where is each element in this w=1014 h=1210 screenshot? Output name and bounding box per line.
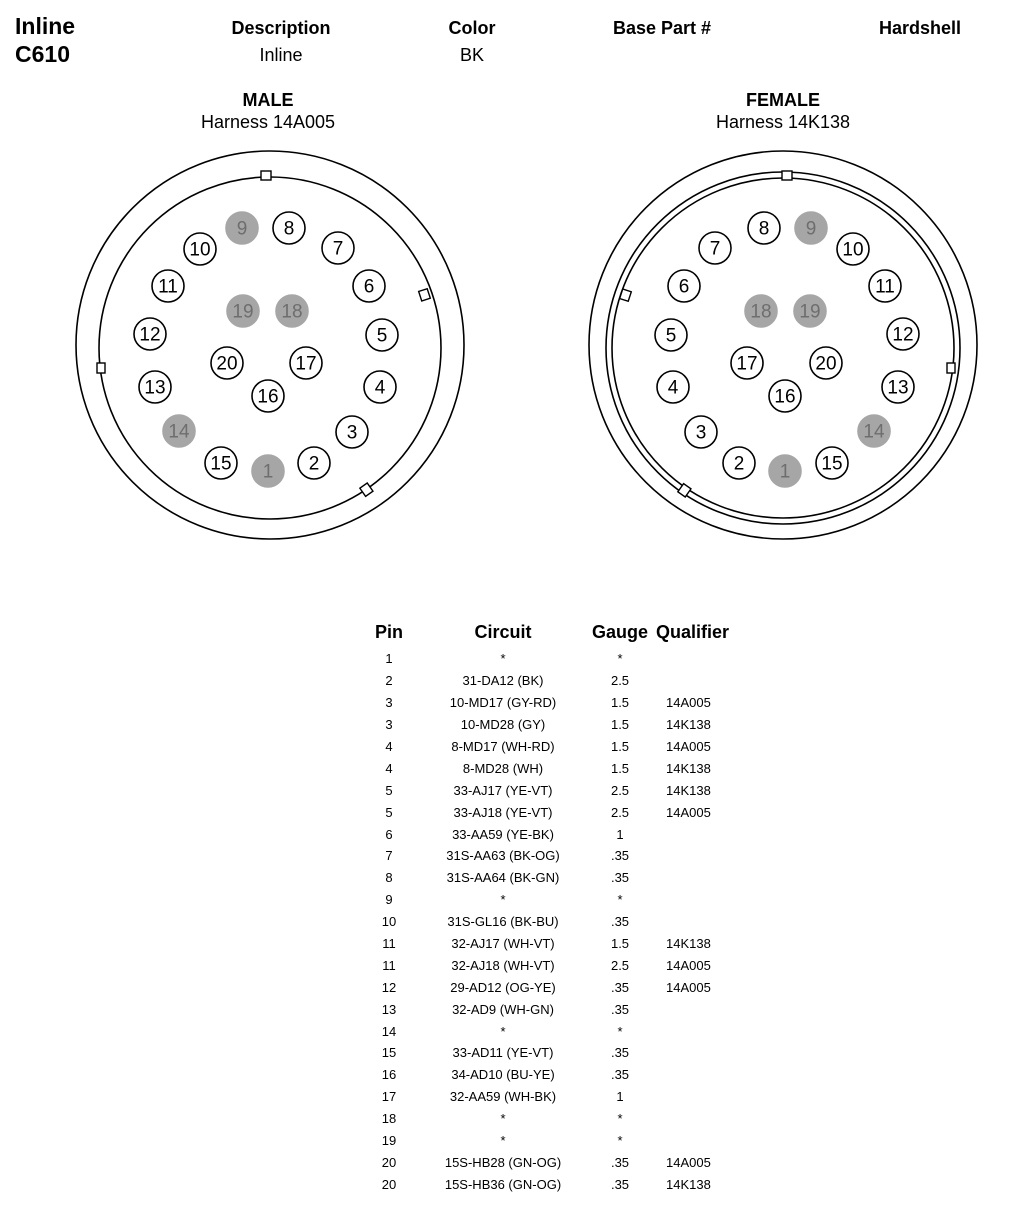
qualifier-cell bbox=[652, 911, 756, 933]
qualifier-cell bbox=[652, 998, 756, 1020]
male-pin-label-14: 14 bbox=[168, 421, 190, 443]
circuit-cell: 33-AD11 (YE-VT) bbox=[452, 1045, 554, 1061]
gauge-cell: .35 bbox=[610, 1154, 630, 1170]
male-pin-label-1: 1 bbox=[262, 461, 274, 483]
pin-cell: 8 bbox=[385, 870, 393, 886]
circuit-cell: * bbox=[500, 651, 506, 667]
circuit-cell: 31-DA12 (BK) bbox=[462, 673, 544, 689]
qualifier-cell: 14A005 bbox=[666, 957, 711, 973]
male-pin-label-9: 9 bbox=[236, 218, 248, 240]
female-connector-face bbox=[583, 145, 983, 545]
circuit-cell: * bbox=[500, 1133, 506, 1149]
table-row bbox=[360, 648, 756, 670]
male-pin-label-6: 6 bbox=[363, 276, 375, 298]
qualifier-cell: 14A005 bbox=[666, 979, 711, 995]
table-row bbox=[360, 823, 756, 845]
male-pin-label-19: 19 bbox=[232, 301, 254, 323]
circuit-cell: 33-AJ18 (YE-VT) bbox=[453, 804, 553, 820]
table-row bbox=[360, 911, 756, 933]
pin-cell: 9 bbox=[385, 892, 393, 908]
qualifier-cell: 14A005 bbox=[666, 1154, 711, 1170]
table-row bbox=[360, 801, 756, 823]
gauge-cell: 2.5 bbox=[610, 957, 630, 973]
circuit-cell: * bbox=[500, 1023, 506, 1039]
pin-cell: 11 bbox=[382, 936, 396, 952]
male-pin-label-11: 11 bbox=[158, 276, 178, 298]
circuit-cell: * bbox=[500, 892, 506, 908]
female-pin-label-19: 19 bbox=[799, 301, 821, 323]
circuit-cell: 32-AD9 (WH-GN) bbox=[452, 1001, 554, 1017]
male-pin-label-10: 10 bbox=[189, 239, 211, 261]
gauge-cell: * bbox=[617, 1111, 623, 1127]
circuit-cell: 15S-HB36 (GN-OG) bbox=[444, 1176, 562, 1192]
table-row bbox=[360, 736, 756, 758]
color-value: BK bbox=[459, 45, 484, 65]
table-row bbox=[360, 845, 756, 867]
qualifier-cell: 14A005 bbox=[666, 695, 711, 711]
gauge-header: Gauge bbox=[592, 621, 649, 642]
pin-cell: 20 bbox=[381, 1154, 397, 1170]
male-pin-label-16: 16 bbox=[257, 386, 279, 408]
pin-cell: 16 bbox=[381, 1067, 397, 1083]
circuit-cell: 31S-AA63 (BK-OG) bbox=[446, 848, 560, 864]
color-label: Color bbox=[448, 18, 496, 38]
circuit-cell: 10-MD28 (GY) bbox=[460, 717, 546, 733]
pin-cell: 1 bbox=[385, 651, 393, 667]
circuit-cell: 33-AJ17 (YE-VT) bbox=[453, 782, 553, 798]
female-pin-label-20: 20 bbox=[815, 353, 837, 375]
table-row bbox=[360, 867, 756, 889]
connector-id: C610 bbox=[15, 41, 70, 67]
pin-table bbox=[360, 620, 756, 1195]
table-row bbox=[360, 1086, 756, 1108]
circuit-cell: 15S-HB28 (GN-OG) bbox=[444, 1154, 562, 1170]
gauge-cell: 2.5 bbox=[610, 782, 630, 798]
circuit-cell: 32-AA59 (WH-BK) bbox=[449, 1089, 557, 1105]
pin-cell: 5 bbox=[385, 782, 393, 798]
qualifier-cell bbox=[652, 889, 756, 911]
qualifier-cell bbox=[652, 1108, 756, 1130]
male-pin-label-5: 5 bbox=[376, 325, 388, 347]
male-pin-label-2: 2 bbox=[308, 453, 320, 475]
table-row bbox=[360, 1130, 756, 1152]
qualifier-cell bbox=[652, 845, 756, 867]
qualifier-cell: 14A005 bbox=[666, 739, 711, 754]
pin-cell: 4 bbox=[385, 760, 393, 776]
pin-header: Pin bbox=[374, 621, 403, 642]
qualifier-cell bbox=[652, 1130, 756, 1152]
pin-cell: 19 bbox=[381, 1133, 397, 1149]
qualifier-header: Qualifier bbox=[656, 621, 730, 642]
circuit-cell: 31S-AA64 (BK-GN) bbox=[446, 870, 560, 886]
pin-cell: 15 bbox=[381, 1045, 397, 1061]
female-pin-label-15: 15 bbox=[821, 453, 843, 475]
table-row bbox=[360, 1151, 756, 1173]
circuit-header: Circuit bbox=[474, 621, 532, 642]
qualifier-cell bbox=[652, 1086, 756, 1108]
female-pin-label-3: 3 bbox=[695, 422, 707, 444]
gauge-cell: 1.5 bbox=[610, 936, 630, 952]
gauge-cell: 1.5 bbox=[610, 695, 630, 711]
qualifier-cell bbox=[652, 1020, 756, 1042]
qualifier-cell bbox=[652, 1042, 756, 1064]
qualifier-cell: 14K138 bbox=[666, 782, 711, 798]
female-pin-label-4: 4 bbox=[667, 377, 679, 399]
qualifier-cell bbox=[652, 648, 756, 670]
qualifier-cell: 14K138 bbox=[666, 936, 711, 952]
gauge-cell: * bbox=[617, 892, 623, 908]
female-pin-label-12: 12 bbox=[892, 324, 914, 346]
hardshell-label: Hardshell bbox=[878, 18, 962, 38]
female-pin-label-10: 10 bbox=[842, 239, 864, 261]
table-row bbox=[360, 976, 756, 998]
female-pin-label-18: 18 bbox=[750, 301, 772, 323]
qualifier-cell: 14K138 bbox=[666, 717, 711, 733]
gauge-cell: .35 bbox=[610, 848, 630, 864]
female-pin-label-17: 17 bbox=[736, 353, 758, 375]
female-pin-label-1: 1 bbox=[779, 461, 791, 483]
pin-cell: 17 bbox=[381, 1089, 397, 1105]
male-pin-label-15: 15 bbox=[210, 453, 232, 475]
gauge-cell: .35 bbox=[610, 914, 630, 930]
gauge-cell: 1.5 bbox=[610, 717, 630, 733]
gauge-cell: .35 bbox=[610, 1067, 630, 1083]
pin-cell: 5 bbox=[385, 804, 393, 820]
qualifier-cell: 14K138 bbox=[666, 1176, 711, 1192]
circuit-cell: * bbox=[500, 1111, 506, 1127]
male-pins bbox=[134, 212, 398, 487]
pin-cell: 11 bbox=[382, 957, 396, 973]
description-label: Description bbox=[231, 18, 331, 38]
male-connector-face bbox=[70, 145, 470, 545]
table-row bbox=[360, 954, 756, 976]
female-pin-label-2: 2 bbox=[733, 453, 745, 475]
qualifier-cell: 14K138 bbox=[666, 760, 711, 776]
table-row bbox=[360, 692, 756, 714]
gauge-cell: 2.5 bbox=[610, 673, 630, 689]
male-title: MALE bbox=[242, 90, 294, 110]
gauge-cell: .35 bbox=[610, 1176, 630, 1192]
circuit-cell: 32-AJ18 (WH-VT) bbox=[451, 957, 555, 973]
qualifier-cell bbox=[652, 823, 756, 845]
gauge-cell: .35 bbox=[610, 870, 630, 886]
pin-cell: 3 bbox=[385, 695, 393, 711]
connector-name bbox=[15, 12, 75, 68]
pin-cell: 4 bbox=[385, 739, 393, 754]
pin-table-header bbox=[360, 620, 756, 648]
male-pin-label-20: 20 bbox=[216, 353, 238, 375]
gauge-cell: * bbox=[617, 1133, 623, 1149]
gauge-cell: * bbox=[617, 651, 623, 667]
pin-cell: 14 bbox=[381, 1023, 397, 1039]
male-pin-label-4: 4 bbox=[374, 377, 386, 399]
circuit-cell: 31S-GL16 (BK-BU) bbox=[447, 914, 559, 930]
gauge-cell: 1 bbox=[616, 1089, 624, 1105]
male-pin-label-3: 3 bbox=[346, 422, 358, 444]
circuit-cell: 8-MD17 (WH-RD) bbox=[451, 739, 555, 754]
table-row bbox=[360, 1108, 756, 1130]
gauge-cell: 2.5 bbox=[610, 804, 630, 820]
table-row bbox=[360, 1020, 756, 1042]
circuit-cell: 33-AA59 (YE-BK) bbox=[452, 826, 554, 842]
circuit-cell: 8-MD28 (WH) bbox=[462, 760, 544, 776]
gauge-cell: * bbox=[617, 1023, 623, 1039]
connector-type: Inline bbox=[15, 13, 76, 39]
circuit-cell: 32-AJ17 (WH-VT) bbox=[451, 936, 555, 952]
gauge-cell: .35 bbox=[610, 1045, 630, 1061]
description-value: Inline bbox=[259, 45, 303, 65]
qualifier-cell bbox=[652, 670, 756, 692]
qualifier-cell: 14A005 bbox=[666, 804, 711, 820]
pin-cell: 12 bbox=[381, 979, 397, 995]
female-pin-label-8: 8 bbox=[758, 218, 770, 240]
male-pin-label-12: 12 bbox=[139, 324, 161, 346]
female-pin-label-16: 16 bbox=[774, 386, 796, 408]
qualifier-cell bbox=[652, 867, 756, 889]
female-pin-label-9: 9 bbox=[805, 218, 817, 240]
table-row bbox=[360, 1064, 756, 1086]
pin-cell: 6 bbox=[385, 826, 393, 842]
pin-cell: 13 bbox=[381, 1001, 397, 1017]
gauge-cell: 1.5 bbox=[610, 739, 630, 754]
male-pin-label-7: 7 bbox=[332, 238, 344, 260]
qualifier-cell bbox=[652, 1064, 756, 1086]
gauge-cell: .35 bbox=[610, 979, 630, 995]
male-pin-label-13: 13 bbox=[144, 377, 166, 399]
pin-cell: 18 bbox=[381, 1111, 397, 1127]
male-harness: Harness 14A005 bbox=[200, 112, 336, 132]
male-pin-label-8: 8 bbox=[283, 218, 295, 240]
table-row bbox=[360, 998, 756, 1020]
pin-cell: 2 bbox=[385, 673, 393, 689]
pin-cell: 3 bbox=[385, 717, 393, 733]
table-row bbox=[360, 1173, 756, 1195]
male-pin-label-18: 18 bbox=[281, 301, 303, 323]
table-row bbox=[360, 779, 756, 801]
female-pin-label-7: 7 bbox=[709, 238, 721, 260]
female-pin-label-6: 6 bbox=[678, 276, 690, 298]
table-row bbox=[360, 757, 756, 779]
table-row bbox=[360, 670, 756, 692]
circuit-cell: 29-AD12 (OG-YE) bbox=[450, 979, 556, 995]
pin-cell: 10 bbox=[381, 914, 397, 930]
female-pins bbox=[655, 212, 919, 487]
male-pin-label-17: 17 bbox=[295, 353, 317, 375]
female-pin-label-13: 13 bbox=[887, 377, 909, 399]
table-row bbox=[360, 714, 756, 736]
circuit-cell: 10-MD17 (GY-RD) bbox=[449, 695, 557, 711]
table-row bbox=[360, 889, 756, 911]
female-pin-label-11: 11 bbox=[875, 276, 895, 298]
female-harness: Harness 14K138 bbox=[715, 112, 851, 132]
gauge-cell: .35 bbox=[610, 1001, 630, 1017]
gauge-cell: 1 bbox=[616, 826, 624, 842]
pin-cell: 20 bbox=[381, 1176, 397, 1192]
female-title: FEMALE bbox=[746, 90, 820, 110]
table-row bbox=[360, 1042, 756, 1064]
gauge-cell: 1.5 bbox=[610, 760, 630, 776]
female-pin-label-14: 14 bbox=[863, 421, 885, 443]
base-part-label: Base Part # bbox=[612, 18, 712, 38]
table-row bbox=[360, 933, 756, 955]
pin-cell: 7 bbox=[385, 848, 393, 864]
circuit-cell: 34-AD10 (BU-YE) bbox=[451, 1067, 555, 1083]
female-pin-label-5: 5 bbox=[665, 325, 677, 347]
